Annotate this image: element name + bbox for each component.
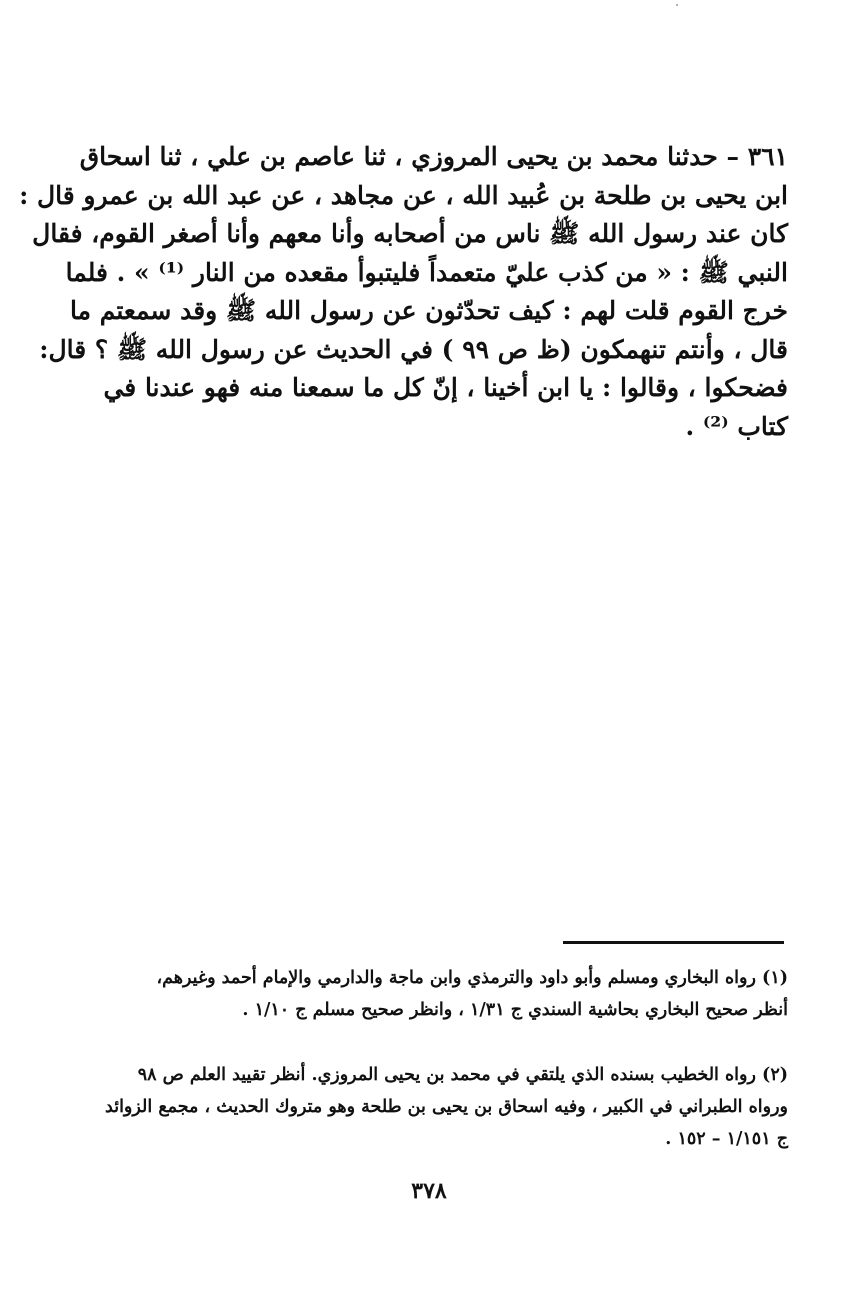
page-number: ٣٧٨ xyxy=(411,1178,447,1204)
scan-speck xyxy=(676,4,678,6)
footnote-1 xyxy=(112,962,788,1026)
footnote-2-line-1: (٢) رواه الخطيب بسنده الذي يلتقي في محمد بن يحيى المروزي. أنظر تقييد العلم ص ٩٨ xyxy=(137,1065,788,1085)
footnote-1-line-2: أنظر صحيح البخاري بحاشية السندي ج ١/٣١ ، وانظر صحيح مسلم ج ١/١٠ . xyxy=(242,1000,788,1020)
footnote-2 xyxy=(105,1059,788,1155)
hadith-text xyxy=(19,138,788,446)
hadith-line-3: كان عند رسول الله ﷺ ناس من أصحابه وأنا معهم وأنا أصغر القوم، فقال xyxy=(32,219,788,248)
hadith-line-6: قال ، وأنتم تنهمكون (ظ ص ٩٩ ) في الحديث عن رسول الله ﷺ ؟ قال: xyxy=(39,334,788,364)
footnote-separator xyxy=(563,941,784,944)
footnote-1-line-1: (١) رواه البخاري ومسلم وأبو داود والترمذي وابن ماجة والدارمي والإمام أحمد وغيرهم، xyxy=(156,968,788,988)
hadith-line-7: فضحكوا ، وقالوا : يا ابن أخينا ، إنّ كل ما سمعنا منه فهو عندنا في xyxy=(103,373,788,402)
hadith-line-1: ٣٦١ – حدثنا محمد بن يحيى المروزي ، ثنا عاصم بن علي ، ثنا اسحاق xyxy=(79,142,788,171)
hadith-line-8: كتاب ⁽²⁾ . xyxy=(685,411,788,441)
hadith-line-2: ابن يحيى بن طلحة بن عُبيد الله ، عن مجاهد ، عن عبد الله بن عمرو قال : xyxy=(19,180,788,210)
hadith-line-5: خرج القوم قلت لهم : كيف تحدّثون عن رسول الله ﷺ وقد سمعتم ما xyxy=(70,296,788,325)
hadith-line-4: النبي ﷺ : « من كذب عليّ متعمداً فليتبوأ مقعده من النار ⁽¹⁾ » . فلما xyxy=(65,257,788,287)
footnote-2-line-2: ورواه الطبراني في الكبير ، وفيه اسحاق بن يحيى بن طلحة وهو متروك الحديث ، مجمع الزوائد xyxy=(105,1097,788,1117)
footnote-2-line-3: ج ١/١٥١ – ١٥٢ . xyxy=(665,1129,788,1149)
